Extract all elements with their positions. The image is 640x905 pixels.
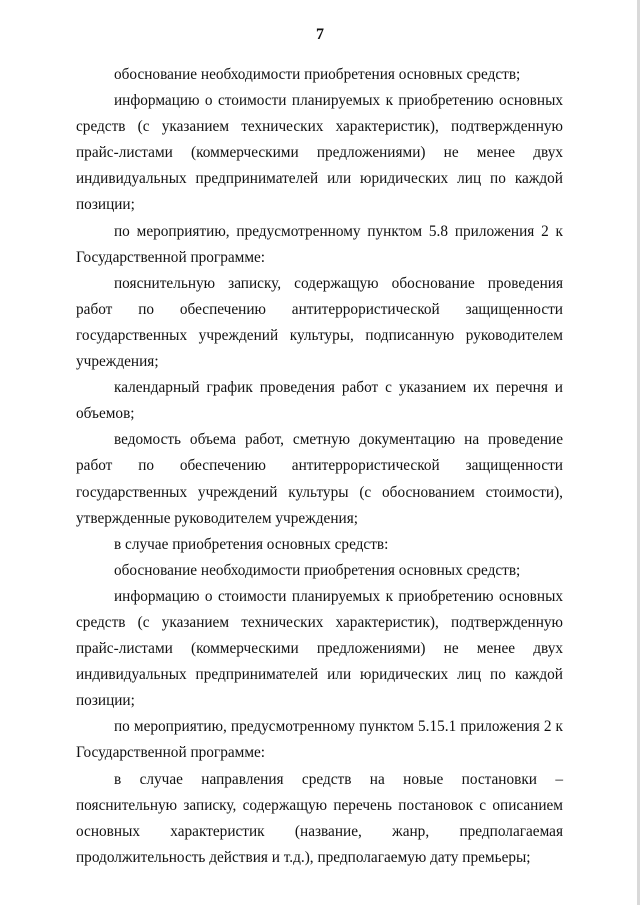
paragraph-8: обоснование необходимости приобретения основных средств;: [114, 561, 521, 579]
paragraph-1: обоснование необходимости приобретения основных средств;: [114, 66, 521, 83]
paragraph-5: календарный график проведения работ с указанием их перечня и объемов;: [76, 379, 563, 423]
paragraph-2: информацию о стоимости планируемых к приобретению основных средств (с указанием технических характеристик), подтвержденную прайс-листами (коммерческими предложениями) не менее двух индивидуальных предпринимателей или юридических лиц по каждой позиции;: [76, 92, 563, 214]
paragraph-4: пояснительную записку, содержащую обоснование проведения работ по обеспечению антитеррористической защищенности государственных учреждений культуры, подписанную руководителем учреждения;: [76, 274, 563, 371]
paragraph-10: по мероприятию, предусмотренному пунктом 5.15.1 приложения 2 к Государственной программе:: [76, 718, 563, 762]
document-body: [76, 62, 563, 871]
page-number: 7: [316, 26, 324, 43]
paragraph-6: ведомость объема работ, сметную документацию на проведение работ по обеспечению антитеррористической защищенности государственных учреждений культуры (с обоснованием стоимости), утвержденные руководителем учреждения;: [76, 431, 563, 527]
paragraph-11: в случае направления средств на новые постановки – пояснительную записку, содержащую перечень постановок с описанием основных характеристик (название, жанр, предполагаемая продолжительность действия и т.д.), предполагаемую дату премьеры;: [76, 770, 563, 866]
paragraph-3: по мероприятию, предусмотренному пунктом 5.8 приложения 2 к Государственной программе:: [76, 222, 563, 266]
paragraph-7: в случае приобретения основных средств:: [114, 535, 389, 553]
paragraph-9: информацию о стоимости планируемых к приобретению основных средств (с указанием технических характеристик), подтвержденную прайс-листами (коммерческими предложениями) не менее двух индивидуальных предпринимателей или юридических лиц по каждой позиции;: [76, 587, 563, 710]
